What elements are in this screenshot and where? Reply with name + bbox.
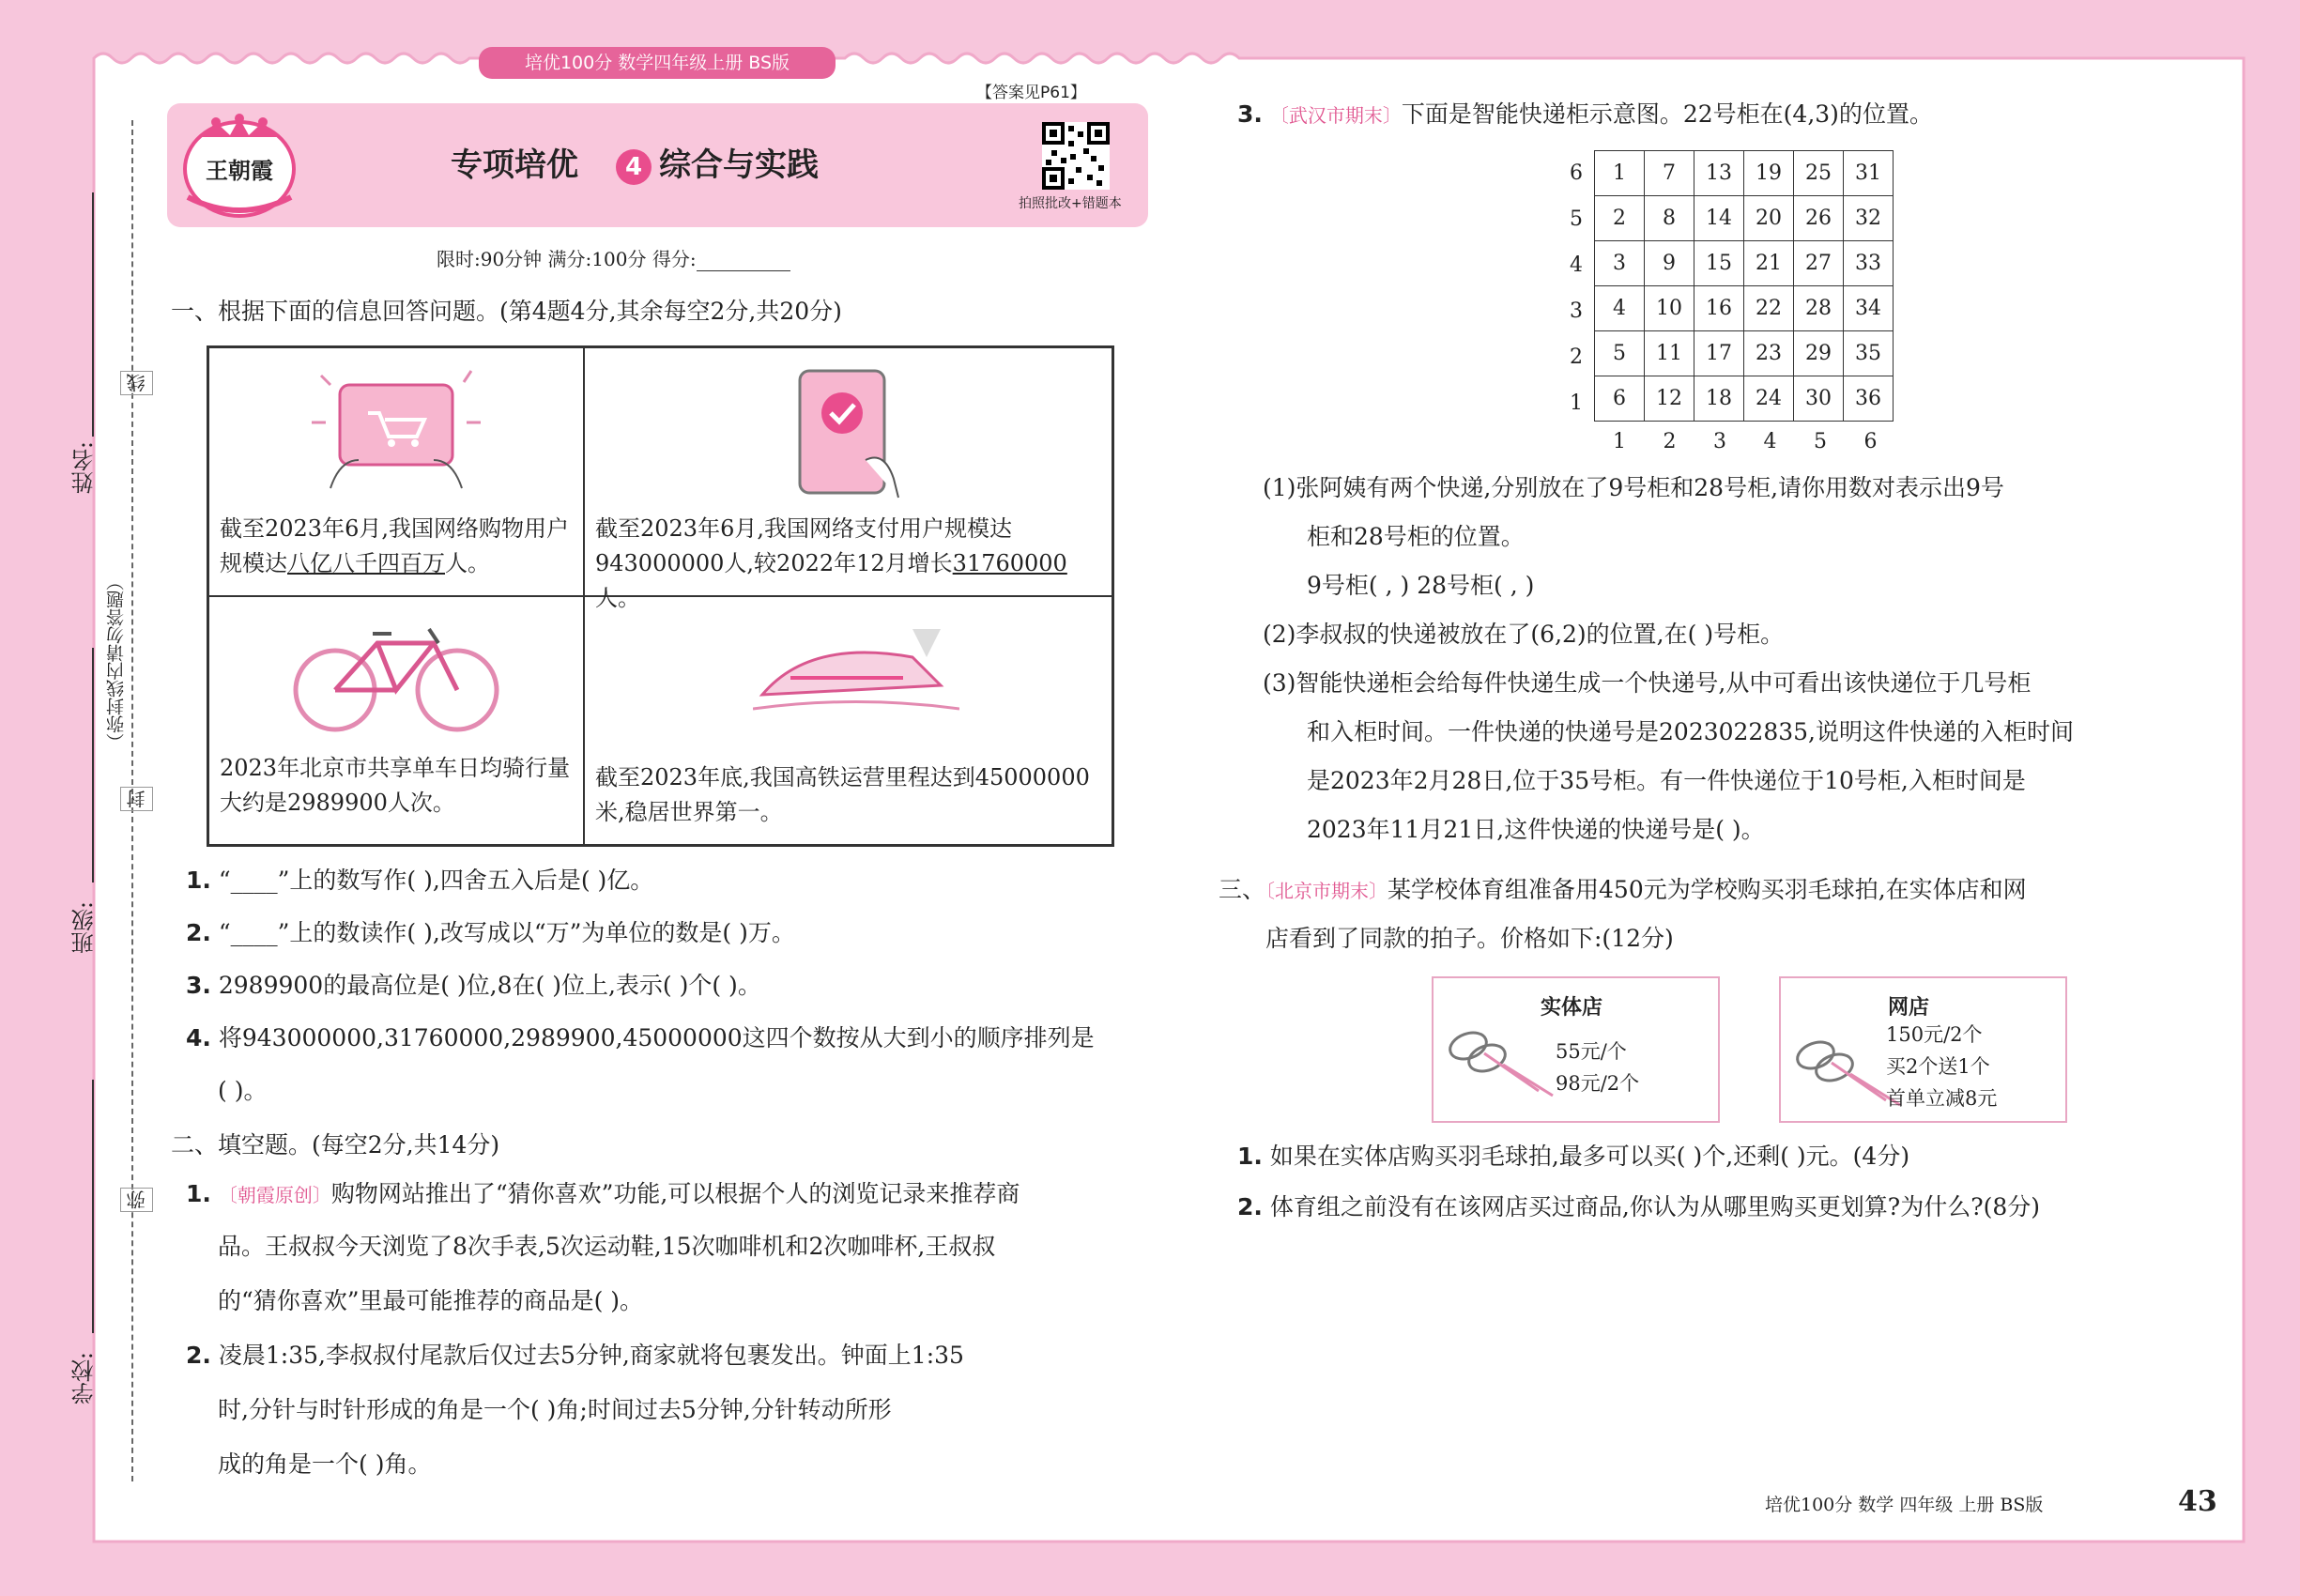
locker-cell: 26 — [1794, 196, 1844, 241]
online-promo-2: 首单立减8元 — [1886, 1087, 1998, 1110]
locker-cell: 29 — [1794, 331, 1844, 376]
locker-cell: 33 — [1844, 241, 1894, 286]
locker-cell: 31 — [1844, 151, 1894, 196]
locker-col-label: 5 — [1814, 430, 1827, 453]
locker-cell: 22 — [1744, 286, 1794, 331]
q3-s1-line2: 柜和28号柜的位置。 — [1307, 523, 1525, 550]
locker-cell: 27 — [1794, 241, 1844, 286]
qr-caption: 拍照批改+错题本 — [1019, 196, 1122, 211]
locker-cell: 7 — [1645, 151, 1694, 196]
seal-mark: 封 — [120, 787, 153, 811]
locker-row-label: 3 — [1570, 299, 1583, 323]
info-table — [207, 345, 1114, 847]
locker-cell: 36 — [1844, 376, 1894, 422]
title-name: 综合与实践 — [659, 146, 819, 184]
part3-line1: 三、〔北京市期末〕某学校体育组准备用450元为学校购买羽毛球拍,在实体店和网 — [1219, 876, 2027, 903]
locker-row-label: 5 — [1570, 207, 1583, 231]
p1-q4: 4. 将943000000,31760000,2989900,45000000这四个数按从大到小的顺序排列是 — [186, 1024, 1095, 1051]
page-title — [451, 139, 819, 185]
cell-text-bike: 2023年北京市共享单车日均骑行量大约是2989900人次。 — [220, 755, 571, 817]
p3-q1: 1. 如果在实体店购买羽毛球拍,最多可以买( )个,还剩( )元。(4分) — [1237, 1143, 1910, 1170]
locker-cell: 32 — [1844, 196, 1894, 241]
locker-cell: 28 — [1794, 286, 1844, 331]
locker-col-label: 1 — [1613, 430, 1626, 453]
online-promo-1: 买2个送1个 — [1886, 1055, 1990, 1078]
class-underline — [92, 648, 94, 882]
bicycle-illustration — [284, 615, 509, 737]
p1-q2: 2. “____”上的数读作( ),改写成以“万”为单位的数是( )万。 — [186, 919, 795, 946]
test-meta: 限时:90分钟 满分:100分 得分: — [437, 244, 790, 271]
store-price-2: 98元/2个 — [1556, 1072, 1640, 1095]
physical-store-card — [1432, 976, 1720, 1123]
binding-note: （弥封线内请勿答题） — [106, 573, 127, 751]
cell-text-rail: 截至2023年底,我国高铁运营里程达到45000000米,稳居世界第一。 — [595, 764, 1090, 826]
part3-line2: 店看到了同款的拍子。价格如下:(12分) — [1265, 925, 1674, 952]
q3-stem: 3. 〔武汉市期末〕下面是智能快递柜示意图。22号柜在(4,3)的位置。 — [1237, 100, 1933, 128]
locker-cell: 12 — [1645, 376, 1694, 422]
page-number: 43 — [2178, 1485, 2217, 1518]
brand-name: 王朝霞 — [206, 157, 273, 184]
q3-s3-line3: 是2023年2月28日,位于35号柜。有一件快递位于10号柜,入柜时间是 — [1307, 767, 2026, 794]
p2-q1-line1: 1. 〔朝霞原创〕购物网站推出了“猜你喜欢”功能,可以根据个人的浏览记录来推荐商 — [186, 1180, 1020, 1207]
name-underline — [92, 192, 94, 437]
school-label: 学校: — [71, 1352, 98, 1405]
school-underline — [92, 1080, 94, 1333]
locker-cell: 15 — [1694, 241, 1744, 286]
cell-text-shopping: 截至2023年6月,我国网络购物用户规模达八亿八千四百万人。 — [220, 515, 569, 577]
q3-s2: (2)李叔叔的快递被放在了(6,2)的位置,在( )号柜。 — [1263, 621, 1785, 648]
locker-cell: 16 — [1694, 286, 1744, 331]
brand-logo — [178, 111, 300, 222]
locker-cell: 24 — [1744, 376, 1794, 422]
locker-grid — [1594, 150, 1894, 422]
online-title: 网店 — [1888, 996, 1930, 1020]
locker-row — [1595, 376, 1894, 422]
locker-cell: 23 — [1744, 331, 1794, 376]
locker-cell: 1 — [1595, 151, 1645, 196]
part2-heading: 二、填空题。(每空2分,共14分) — [171, 1131, 500, 1159]
locker-row — [1595, 196, 1894, 241]
locker-cell: 2 — [1595, 196, 1645, 241]
locker-cell: 8 — [1645, 196, 1694, 241]
locker-col-label: 4 — [1763, 430, 1777, 453]
qr-code[interactable] — [1042, 122, 1110, 190]
locker-row — [1595, 286, 1894, 331]
locker-row-label: 4 — [1570, 253, 1583, 277]
locker-row — [1595, 241, 1894, 286]
series-tab: 培优100分 数学四年级上册 BS版 — [479, 47, 836, 79]
title-prefix: 专项培优 — [451, 146, 578, 184]
store-price-1: 55元/个 — [1556, 1040, 1627, 1063]
p1-q1: 1. “____”上的数写作( ),四舍五入后是( )亿。 — [186, 867, 654, 894]
line-mark: 线 — [120, 371, 153, 395]
payment-phone-illustration — [772, 357, 931, 507]
answer-reference: 【答案见P61】 — [976, 84, 1086, 102]
p1-q3: 3. 2989900的最高位是( )位,8在( )位上,表示( )个( )。 — [186, 972, 761, 999]
q3-s1-line3: 9号柜( , ) 28号柜( , ) — [1307, 572, 1535, 599]
store-title: 实体店 — [1541, 996, 1603, 1020]
shopping-tablet-illustration — [302, 357, 490, 507]
locker-col-label: 6 — [1863, 430, 1878, 453]
part1-heading: 一、根据下面的信息回答问题。(第4题4分,其余每空2分,共20分) — [171, 298, 842, 325]
q3-s3-line4: 2023年11月21日,这件快递的快递号是( )。 — [1307, 816, 1765, 843]
q3-s3-line1: (3)智能快递柜会给每件快递生成一个快递号,从中可看出该快递位于几号柜 — [1263, 669, 2032, 697]
locker-cell: 34 — [1844, 286, 1894, 331]
locker-row-label: 6 — [1570, 161, 1583, 185]
locker-row — [1595, 331, 1894, 376]
title-badge: 4 — [616, 149, 652, 185]
name-label: 姓名: — [71, 441, 98, 495]
locker-cell: 4 — [1595, 286, 1645, 331]
online-store-card — [1779, 976, 2067, 1123]
locker-cell: 13 — [1694, 151, 1744, 196]
locker-cell: 20 — [1744, 196, 1794, 241]
high-speed-train-illustration — [753, 620, 959, 723]
cell-text-payment: 截至2023年6月,我国网络支付用户规模达943000000人,较2022年12月增长31760000人。 — [595, 515, 1067, 612]
locker-row-label: 2 — [1570, 345, 1583, 369]
locker-row — [1595, 151, 1894, 196]
p2-q1-line2: 品。王叔叔今天浏览了8次手表,5次运动鞋,15次咖啡机和2次咖啡杯,王叔叔 — [218, 1233, 996, 1260]
locker-cell: 35 — [1844, 331, 1894, 376]
locker-cell: 10 — [1645, 286, 1694, 331]
locker-cell: 18 — [1694, 376, 1744, 422]
locker-cell: 9 — [1645, 241, 1694, 286]
class-label: 班级: — [71, 901, 98, 955]
locker-cell: 11 — [1645, 331, 1694, 376]
locker-col-label: 2 — [1663, 430, 1677, 453]
q3-s1-line1: (1)张阿姨有两个快递,分别放在了9号柜和28号柜,请你用数对表示出9号 — [1263, 474, 2004, 501]
footer: 培优100分 数学 四年级 上册 BS版 — [1765, 1495, 2044, 1515]
locker-col-label: 3 — [1713, 430, 1726, 453]
locker-cell: 3 — [1595, 241, 1645, 286]
locker-cell: 21 — [1744, 241, 1794, 286]
locker-cell: 6 — [1595, 376, 1645, 422]
locker-cell: 5 — [1595, 331, 1645, 376]
locker-cell: 14 — [1694, 196, 1744, 241]
p2-q1-line3: 的“猜你喜欢”里最可能推荐的商品是( )。 — [218, 1287, 644, 1314]
racket-icon — [1445, 1025, 1557, 1100]
p1-q4-answer[interactable]: ( )。 — [218, 1077, 268, 1104]
locker-cell: 17 — [1694, 331, 1744, 376]
mi-mark: 弥 — [120, 1188, 153, 1212]
p2-q2-line2: 时,分针与时针形成的角是一个( )角;时间过去5分钟,分针转动所形 — [218, 1396, 892, 1423]
locker-row-label: 1 — [1570, 391, 1583, 415]
p2-q2-line1: 2. 凌晨1:35,李叔叔付尾款后仅过去5分钟,商家就将包裹发出。钟面上1:35 — [186, 1342, 964, 1369]
q3-s3-line2: 和入柜时间。一件快递的快递号是2023022835,说明这件快递的入柜时间 — [1307, 718, 2075, 745]
online-price-1: 150元/2个 — [1886, 1023, 1983, 1046]
locker-cell: 19 — [1744, 151, 1794, 196]
score-blank[interactable] — [697, 253, 790, 271]
p3-q2: 2. 体育组之前没有在该网店买过商品,你认为从哪里购买更划算?为什么?(8分) — [1237, 1193, 2041, 1220]
locker-cell: 30 — [1794, 376, 1844, 422]
p2-q2-line3: 成的角是一个( )角。 — [218, 1450, 432, 1478]
locker-cell: 25 — [1794, 151, 1844, 196]
